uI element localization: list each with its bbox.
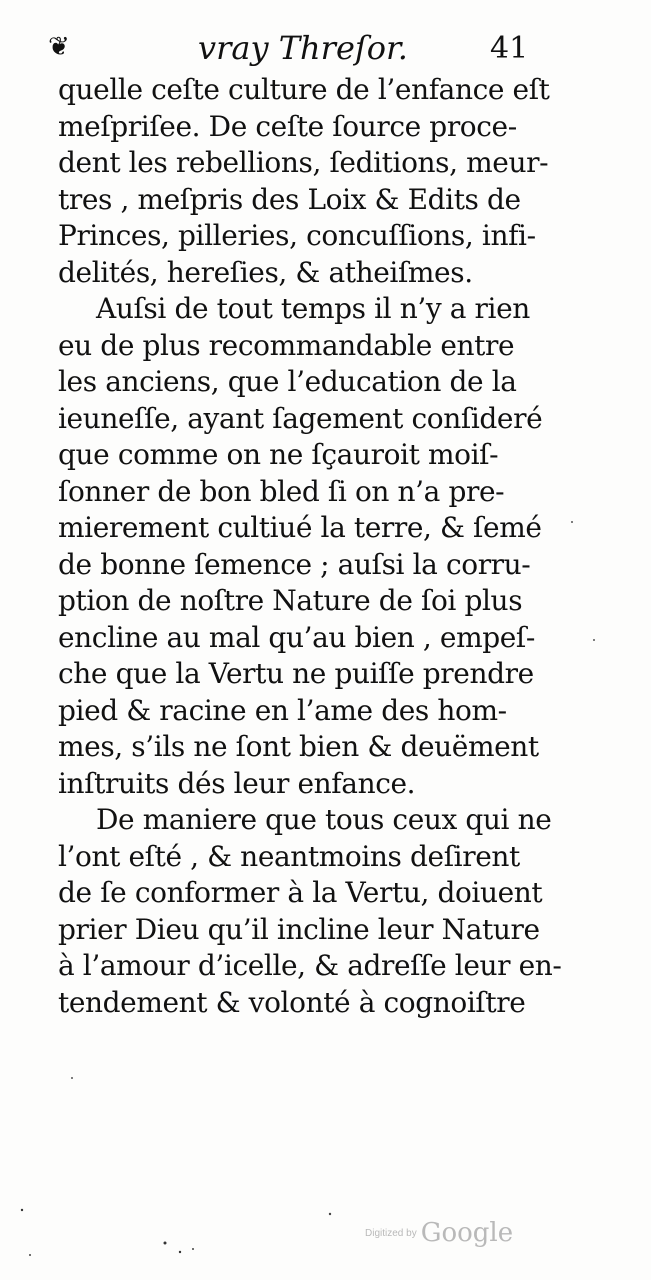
text-line: dent les rebellions, ſeditions, meur- xyxy=(58,146,549,179)
text-line: à l’amour d’icelle, & adreſſe leur en- xyxy=(58,949,562,982)
paragraph-first-line: Auſsi de tout temps il n’y a rien xyxy=(96,292,530,325)
text-line: ption de noſtre Nature de ſoi plus xyxy=(58,584,523,617)
watermark-prefix: Digitized by xyxy=(365,1227,417,1239)
text-line: quelle ceſte culture de l’enfance eſt xyxy=(58,73,550,106)
text-line: ieuneſſe, ayant ſagement conſideré xyxy=(58,401,543,435)
digitized-by-google-watermark xyxy=(365,1218,513,1248)
text-line: que comme on ne ſçauroit moiſ- xyxy=(58,438,499,471)
paragraph-first-line: De maniere que tous ceux qui ne xyxy=(96,803,552,836)
text-line: mes, s’ils ne ſont bien & deuëment xyxy=(58,730,539,763)
text-line: tendement & volonté à cognoiſtre xyxy=(58,985,526,1019)
text-line: prier Dieu qu’il incline leur Nature xyxy=(58,912,540,946)
text-line: eu de plus recommandable entre xyxy=(58,328,515,362)
running-title: vray Threſor. xyxy=(198,29,408,67)
text-line: de bonne ſemence ; auſsi la corru- xyxy=(58,547,531,581)
text-line: ſonner de bon bled ſi on n’a pre- xyxy=(58,474,505,508)
text-line: che que la Vertu ne puiſſe prendre xyxy=(58,657,534,690)
page-number: 41 xyxy=(490,31,529,66)
text-line: pied & racine en l’ame des hom- xyxy=(58,693,507,727)
text-line: mierement cultiué la terre, & ſemé xyxy=(58,511,542,544)
watermark-brand: Google xyxy=(420,1218,514,1248)
text-line: Princes, pilleries, concuſſions, infi- xyxy=(58,219,536,252)
text-line: delités, hereſies, & atheiſmes. xyxy=(58,255,473,289)
text-line: de ſe conformer à la Vertu, doiuent xyxy=(58,876,543,909)
text-line: tres , meſpris des Loix & Edits de xyxy=(58,182,521,216)
text-line: encline au mal qu’au bien , empeſ- xyxy=(58,620,535,654)
text-line: meſpriſee. De ceſte ſource proce- xyxy=(58,109,517,143)
fleuron-ornament-icon: ❦ xyxy=(48,32,70,62)
text-line: l’ont eſté , & neantmoins deſirent xyxy=(58,839,520,873)
text-line: les anciens, que l’education de la xyxy=(58,365,517,398)
text-line: inſtruits dés leur enfance. xyxy=(58,766,416,800)
